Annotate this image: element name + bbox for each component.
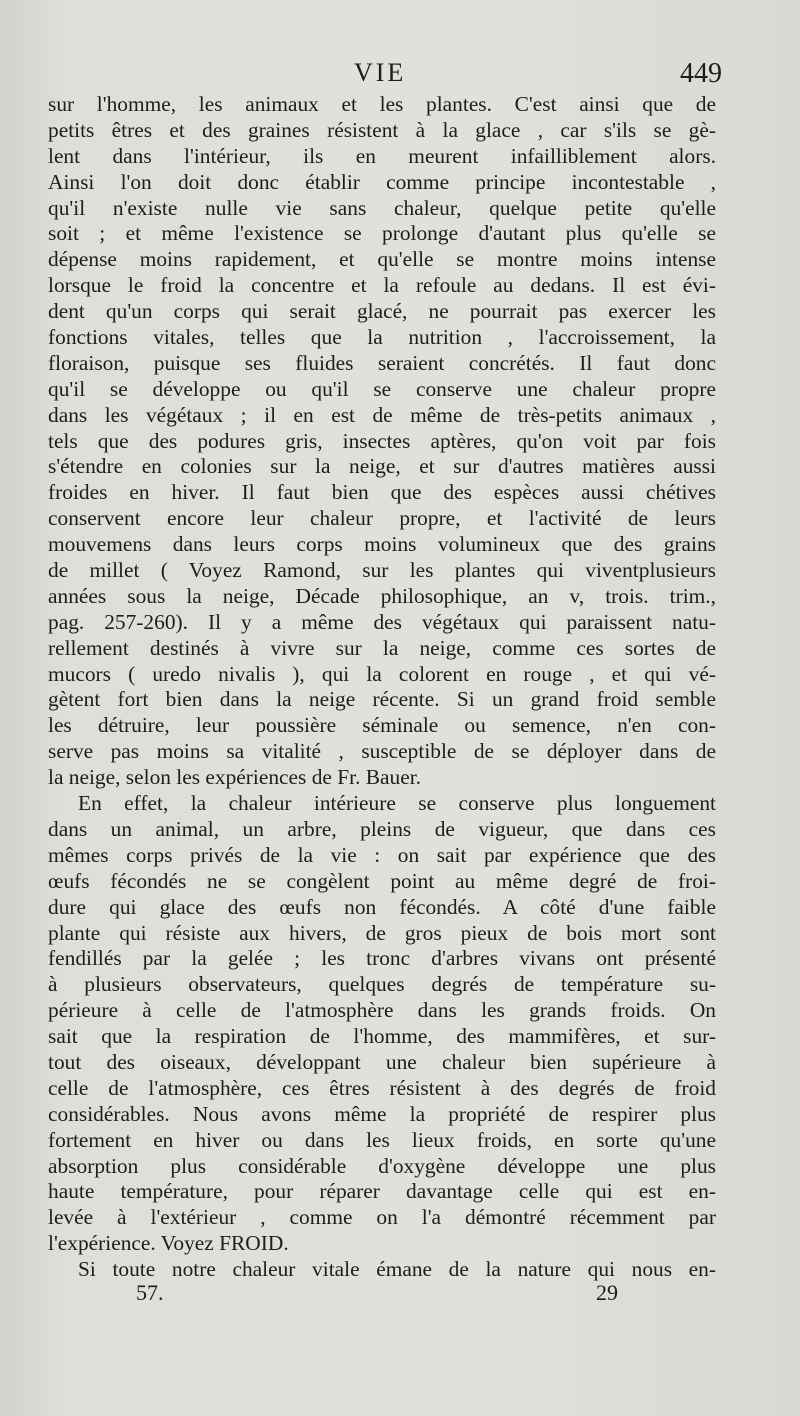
text-line: haute température, pour réparer davantage celle qui est en- <box>48 1179 716 1204</box>
page-footer <box>48 1280 716 1310</box>
signature-mark: 57. <box>136 1280 164 1305</box>
text-line: les détruire, leur poussière séminale ou semence, n'en con- <box>48 713 716 738</box>
text-line: rellement destinés à vivre sur la neige, comme ces sortes de <box>48 635 716 660</box>
text-line: considérables. Nous avons même la propriété de respirer plus <box>48 1101 716 1126</box>
text-line: En effet, la chaleur intérieure se conserve plus longuement <box>78 791 716 816</box>
text-line: dure qui glace des œufs non fécondés. A côté d'une faible <box>48 894 716 919</box>
text-line: fonctions vitales, telles que la nutrition , l'accroissement, la <box>48 325 716 350</box>
text-line: mêmes corps privés de la vie : on sait par expérience que des <box>48 842 716 867</box>
text-line: froides en hiver. Il faut bien que des espèces aussi chétives <box>48 480 716 505</box>
text-line: dans les végétaux ; il en est de même de très-petits animaux , <box>48 402 716 427</box>
text-line: la neige, selon les expériences de Fr. Bauer. <box>48 765 422 790</box>
text-line: celle de l'atmosphère, ces êtres résistent à des degrés de froid <box>48 1075 716 1100</box>
running-head <box>48 58 722 94</box>
text-line: qu'il n'existe nulle vie sans chaleur, quelque petite qu'elle <box>48 195 716 220</box>
text-line: sur l'homme, les animaux et les plantes. C'est ainsi que de <box>48 92 716 116</box>
text-line: lent dans l'intérieur, ils en meurent infailliblement alors. <box>48 143 716 168</box>
text-line: soit ; et même l'existence se prolonge d'autant plus qu'elle se <box>48 221 716 246</box>
text-line: mucors ( uredo nivalis ), qui la colorent en rouge , et qui vé- <box>48 661 716 686</box>
text-line: dent qu'un corps qui serait glacé, ne pourrait pas exercer les <box>48 299 716 324</box>
text-line: serve pas moins sa vitalité , susceptible de se déployer dans de <box>48 739 716 764</box>
text-line: conservent encore leur chaleur propre, et l'activité de leurs <box>48 506 716 531</box>
text-line: pag. 257-260). Il y a même des végétaux qui paraissent natu- <box>48 609 716 634</box>
text-line: floraison, puisque ses fluides seraient concrétés. Il faut donc <box>48 350 716 375</box>
gathering-number: 29 <box>596 1280 618 1305</box>
text-line: tels que des podures gris, insectes aptères, qu'on voit par fois <box>48 428 716 453</box>
running-title: VIE <box>354 58 407 87</box>
text-line: périeure à celle de l'atmosphère dans les grands froids. On <box>48 998 716 1023</box>
text-line: tout des oiseaux, développant une chaleur bien supérieure à <box>48 1049 716 1074</box>
text-line: absorption plus considérable d'oxygène développe une plus <box>48 1153 716 1178</box>
text-line: plante qui résiste aux hivers, de gros pieux de bois mort sont <box>48 920 716 945</box>
text-line: années sous la neige, Décade philosophique, an v, trois. trim., <box>48 583 716 608</box>
text-line: l'expérience. Voyez FROID. <box>48 1231 289 1256</box>
text-line: s'étendre en colonies sur la neige, et sur d'autres matières aussi <box>48 454 716 479</box>
text-line: à plusieurs observateurs, quelques degrés de température su- <box>48 972 716 997</box>
text-line: dans un animal, un arbre, pleins de vigueur, que dans ces <box>48 816 716 841</box>
text-line: lorsque le froid la concentre et la refoule au dedans. Il est évi- <box>48 273 716 298</box>
text-line: petits êtres et des graines résistent à la glace , car s'ils se gè- <box>48 117 716 142</box>
text-line: mouvemens dans leurs corps moins volumineux que des grains <box>48 532 716 557</box>
text-line: Ainsi l'on doit donc établir comme principe incontestable , <box>48 169 716 194</box>
text-line: Si toute notre chaleur vitale émane de la nature qui nous en- <box>78 1257 716 1282</box>
text-line: dépense moins rapidement, et qu'elle se montre moins intense <box>48 247 716 272</box>
text-line: de millet ( Voyez Ramond, sur les plantes qui viventplusieurs <box>48 558 716 583</box>
page-number: 449 <box>680 58 722 89</box>
text-line: fendillés par la gelée ; les tronc d'arbres vivans ont présenté <box>48 946 716 971</box>
body-text <box>48 92 716 1283</box>
text-line: sait que la respiration de l'homme, des mammifères, et sur- <box>48 1024 716 1049</box>
text-line: gètent fort bien dans la neige récente. Si un grand froid semble <box>48 687 716 712</box>
text-line: qu'il se développe ou qu'il se conserve une chaleur propre <box>48 376 716 401</box>
text-line: levée à l'extérieur , comme on l'a démontré récemment par <box>48 1205 716 1230</box>
text-line: œufs fécondés ne se congèlent point au même degré de froi- <box>48 868 716 893</box>
text-line: fortement en hiver ou dans les lieux froids, en sorte qu'une <box>48 1127 716 1152</box>
